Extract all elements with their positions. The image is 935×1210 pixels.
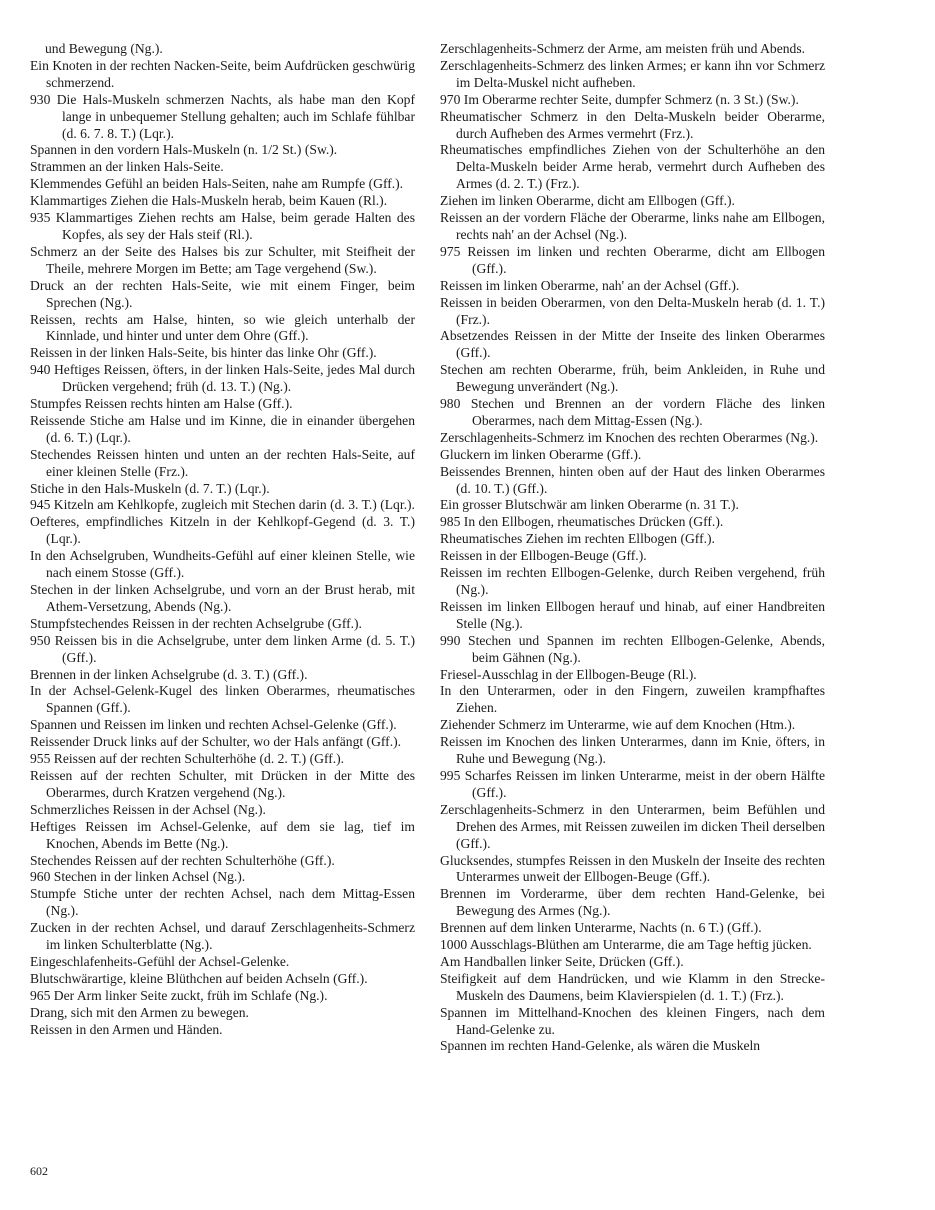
page-number: 602 (30, 1164, 48, 1178)
symptom-entry: Reissen im linken Oberarme, nah' an der Achsel (Gff.). (440, 277, 740, 293)
symptom-entry: Brennen im Vorderarme, über dem rechten Hand-Gelenke, bei Bewegung des Armes (Ng.). (440, 886, 825, 919)
symptom-entry: 930 Die Hals-Muskeln schmerzen Nachts, als habe man den Kopf lange in unbequemer Stellung gehalten; auch im Schlafe fühlbar (d. 6. 7. 8. T.) (Lqr.). (30, 91, 415, 141)
symptom-entry: Steifigkeit auf dem Handrücken, und wie Klamm in den Strecke-Muskeln des Daumens, beim Klavierspielen (d. 1. T.) (Frz.). (440, 970, 825, 1003)
symptom-entry: 935 Klammartiges Ziehen rechts am Halse, beim gerade Halten des Kopfes, als sey der Hals steif (Rl.). (30, 210, 415, 242)
symptom-entry: Ziehender Schmerz im Unterarme, wie auf dem Knochen (Htm.). (440, 717, 796, 733)
symptom-entry: 965 Der Arm linker Seite zuckt, früh im Schlafe (Ng.). (30, 987, 328, 1003)
symptom-entry: Klammartiges Ziehen die Hals-Muskeln herab, beim Kauen (Rl.). (30, 193, 388, 209)
symptom-entry: Spannen in den vordern Hals-Muskeln (n. 1/2 St.) (Sw.). (30, 142, 338, 158)
symptom-entry: 940 Heftiges Reissen, öfters, in der linken Hals-Seite, jedes Mal durch Drücken vergehend; früh (d. 13. T.) (Ng.). (30, 362, 415, 395)
symptom-entry: Spannen im rechten Hand-Gelenke, als wären die Muskeln (440, 1038, 761, 1054)
symptom-entry: Reissender Druck links auf der Schulter, wo der Hals anfängt (Gff.). (30, 734, 402, 750)
symptom-entry: 995 Scharfes Reissen im linken Unterarme, meist in der obern Hälfte (Gff.). (440, 767, 825, 800)
symptom-entry: Stumpfes Reissen rechts hinten am Halse (Gff.). (30, 396, 293, 412)
symptom-entry: und Bewegung (Ng.). (45, 41, 163, 56)
symptom-entry: 1000 Ausschlags-Blüthen am Unterarme, die am Tage heftig jücken. (440, 937, 812, 953)
symptom-entry: Spannen im Mittelhand-Knochen des kleinen Fingers, nach dem Hand-Gelenke zu. (440, 1004, 825, 1037)
symptom-entry: Reissen in beiden Oberarmen, von den Delta-Muskeln herab (d. 1. T.) (Frz.). (440, 294, 825, 327)
symptom-entry: Brennen in der linken Achselgrube (d. 3. T.) (Gff.). (30, 666, 308, 682)
symptom-entry: Rheumatisches Ziehen im rechten Ellbogen (Gff.). (440, 531, 715, 547)
symptom-entry: Spannen und Reissen im linken und rechten Achsel-Gelenke (Gff.). (30, 717, 397, 733)
symptom-entry: Gluckern im linken Oberarme (Gff.). (440, 446, 642, 462)
symptom-entry: Brennen auf dem linken Unterarme, Nachts (n. 6 T.) (Gff.). (440, 920, 762, 936)
right-column (440, 41, 825, 1055)
symptom-entry: Zerschlagenheits-Schmerz in den Unterarmen, beim Befühlen und Drehen des Armes, mit Reissen zuweilen im dicken Theil derselben (Gff.). (440, 801, 825, 851)
symptom-entry: Ein grosser Blutschwär am linken Oberarme (n. 31 T.). (440, 497, 739, 513)
symptom-entry: Beissendes Brennen, hinten oben auf der Haut des linken Oberarmes (d. 10. T.) (Gff.). (440, 463, 825, 496)
left-column (30, 41, 415, 1038)
symptom-entry: Stumpfstechendes Reissen in der rechten Achselgrube (Gff.). (30, 615, 362, 631)
symptom-entry: 980 Stechen und Brennen an der vordern Fläche des linken Oberarmes, nach dem Mittag-Essen (Ng.). (440, 396, 825, 428)
symptom-entry: Reissen in der linken Hals-Seite, bis hinter das linke Ohr (Gff.). (30, 345, 377, 361)
symptom-entry: Reissen im linken Ellbogen herauf und hinab, auf einer Handbreiten Stelle (Ng.). (440, 598, 825, 631)
symptom-entry: Blutschwärartige, kleine Blüthchen auf beiden Achseln (Gff.). (30, 970, 368, 986)
symptom-entry: Zucken in der rechten Achsel, und darauf Zerschlagenheits-Schmerz im linken Schulterblatte (Ng.). (30, 920, 415, 953)
symptom-entry: Stiche in den Hals-Muskeln (d. 7. T.) (Lqr.). (30, 480, 270, 496)
symptom-entry: Oefteres, empfindliches Kitzeln in der Kehlkopf-Gegend (d. 3. T.) (Lqr.). (30, 514, 415, 547)
symptom-entry: Reissen an der vordern Fläche der Oberarme, links nahe am Ellbogen, rechts nah' an der Achsel (Ng.). (440, 210, 825, 242)
symptom-entry: In der Achsel-Gelenk-Kugel des linken Oberarmes, rheumatisches Spannen (Gff.). (30, 683, 415, 716)
symptom-entry: Reissen, rechts am Halse, hinten, so wie gleich unterhalb der Kinnlade, und hinter und unter dem Ohre (Gff.). (30, 311, 415, 344)
symptom-entry: Ziehen im linken Oberarme, dicht am Ellbogen (Gff.). (440, 193, 735, 209)
symptom-entry: Reissen in den Armen und Händen. (30, 1021, 223, 1037)
symptom-entry: Stechen in der linken Achselgrube, und vorn an der Brust herab, mit Athem-Versetzung, Abends (Ng.). (30, 582, 415, 614)
symptom-entry: Friesel-Ausschlag in der Ellbogen-Beuge (Rl.). (440, 666, 697, 682)
symptom-entry: Zerschlagenheits-Schmerz im Knochen des rechten Oberarmes (Ng.). (440, 429, 819, 445)
symptom-entry: Druck an der rechten Hals-Seite, wie mit einem Finger, beim Sprechen (Ng.). (30, 277, 415, 310)
symptom-entry: Zerschlagenheits-Schmerz des linken Armes; er kann ihn vor Schmerz im Delta-Muskel nicht aufheben. (440, 57, 825, 90)
symptom-entry: Reissen im Knochen des linken Unterarmes, dann im Knie, öfters, in Ruhe und Bewegung (Ng.). (440, 734, 825, 767)
symptom-entry: 950 Reissen bis in die Achselgrube, unter dem linken Arme (d. 5. T.) (Gff.). (30, 632, 415, 665)
symptom-entry: Absetzendes Reissen in der Mitte der Inseite des linken Oberarmes (Gff.). (440, 328, 825, 361)
symptom-entry: Am Handballen linker Seite, Drücken (Gff.). (440, 953, 684, 969)
symptom-entry: 975 Reissen im linken und rechten Oberarme, dicht am Ellbogen (Gff.). (440, 243, 825, 276)
symptom-entry: 945 Kitzeln am Kehlkopfe, zugleich mit Stechen darin (d. 3. T.) (Lqr.). (30, 497, 415, 513)
symptom-entry: Eingeschlafenheits-Gefühl der Achsel-Gelenke. (30, 953, 290, 969)
symptom-entry: 960 Stechen in der linken Achsel (Ng.). (30, 869, 246, 885)
symptom-entry: Heftiges Reissen im Achsel-Gelenke, auf dem sie lag, tief im Knochen, Abends im Bette (Ng.). (30, 818, 415, 851)
symptom-entry: Strammen an der linken Hals-Seite. (30, 159, 224, 175)
symptom-entry: Stechen am rechten Oberarme, früh, beim Ankleiden, in Ruhe und Bewegung unverändert (Ng.). (440, 362, 825, 395)
symptom-entry: Glucksendes, stumpfes Reissen in den Muskeln der Inseite des rechten Unterarmes unweit der Ellbogen-Beuge (Gff.). (440, 852, 825, 885)
symptom-entry: Drang, sich mit den Armen zu bewegen. (30, 1004, 249, 1020)
symptom-entry: Klemmendes Gefühl an beiden Hals-Seiten, nahe am Rumpfe (Gff.). (30, 176, 404, 192)
symptom-entry: Schmerzliches Reissen in der Achsel (Ng.). (30, 801, 266, 817)
symptom-entry: In den Achselgruben, Wundheits-Gefühl auf einer kleinen Stelle, wie nach einem Stosse (Gff.). (30, 548, 415, 581)
symptom-entry: Zerschlagenheits-Schmerz der Arme, am meisten früh und Abends. (440, 41, 806, 56)
symptom-entry: 985 In den Ellbogen, rheumatisches Drücken (Gff.). (440, 514, 724, 530)
symptom-entry: Rheumatischer Schmerz in den Delta-Muskeln beider Oberarme, durch Aufheben des Armes vermehrt (Frz.). (440, 108, 825, 141)
symptom-entry: Reissende Stiche am Halse und im Kinne, die in einander übergehen (d. 6. T.) (Lqr.). (30, 412, 415, 445)
symptom-entry: Stechendes Reissen auf der rechten Schulterhöhe (Gff.). (30, 852, 335, 868)
symptom-entry: 955 Reissen auf der rechten Schulterhöhe (d. 2. T.) (Gff.). (30, 751, 345, 767)
symptom-entry: Rheumatisches empfindliches Ziehen von der Schulterhöhe an den Delta-Muskeln beider Arme herab, vermehrt durch Aufheben des Armes (d. 2. T.) (Frz.). (440, 142, 825, 192)
symptom-entry: 970 Im Oberarme rechter Seite, dumpfer Schmerz (n. 3 St.) (Sw.). (440, 91, 799, 107)
symptom-entry: Reissen auf der rechten Schulter, mit Drücken in der Mitte des Oberarmes, durch Kratzen vergehend (Ng.). (30, 767, 415, 800)
symptom-entry: Schmerz an der Seite des Halses bis zur Schulter, mit Steifheit der Theile, mehrere Morgen im Bette; am Tage vergehend (Sw.). (30, 243, 415, 276)
symptom-entry: In den Unterarmen, oder in den Fingern, zuweilen krampfhaftes Ziehen. (440, 683, 825, 716)
symptom-entry: Stechendes Reissen hinten und unten an der rechten Hals-Seite, auf einer kleinen Stelle (Frz.). (30, 446, 415, 479)
symptom-entry: Stumpfe Stiche unter der rechten Achsel, nach dem Mittag-Essen (Ng.). (30, 886, 415, 919)
symptom-entry: Ein Knoten in der rechten Nacken-Seite, beim Aufdrücken geschwürig schmerzend. (30, 57, 415, 90)
symptom-entry: 990 Stechen und Spannen im rechten Ellbogen-Gelenke, Abends, beim Gähnen (Ng.). (440, 632, 825, 665)
symptom-entry: Reissen im rechten Ellbogen-Gelenke, durch Reiben vergehend, früh (Ng.). (440, 565, 825, 597)
symptom-entry: Reissen in der Ellbogen-Beuge (Gff.). (440, 548, 647, 564)
